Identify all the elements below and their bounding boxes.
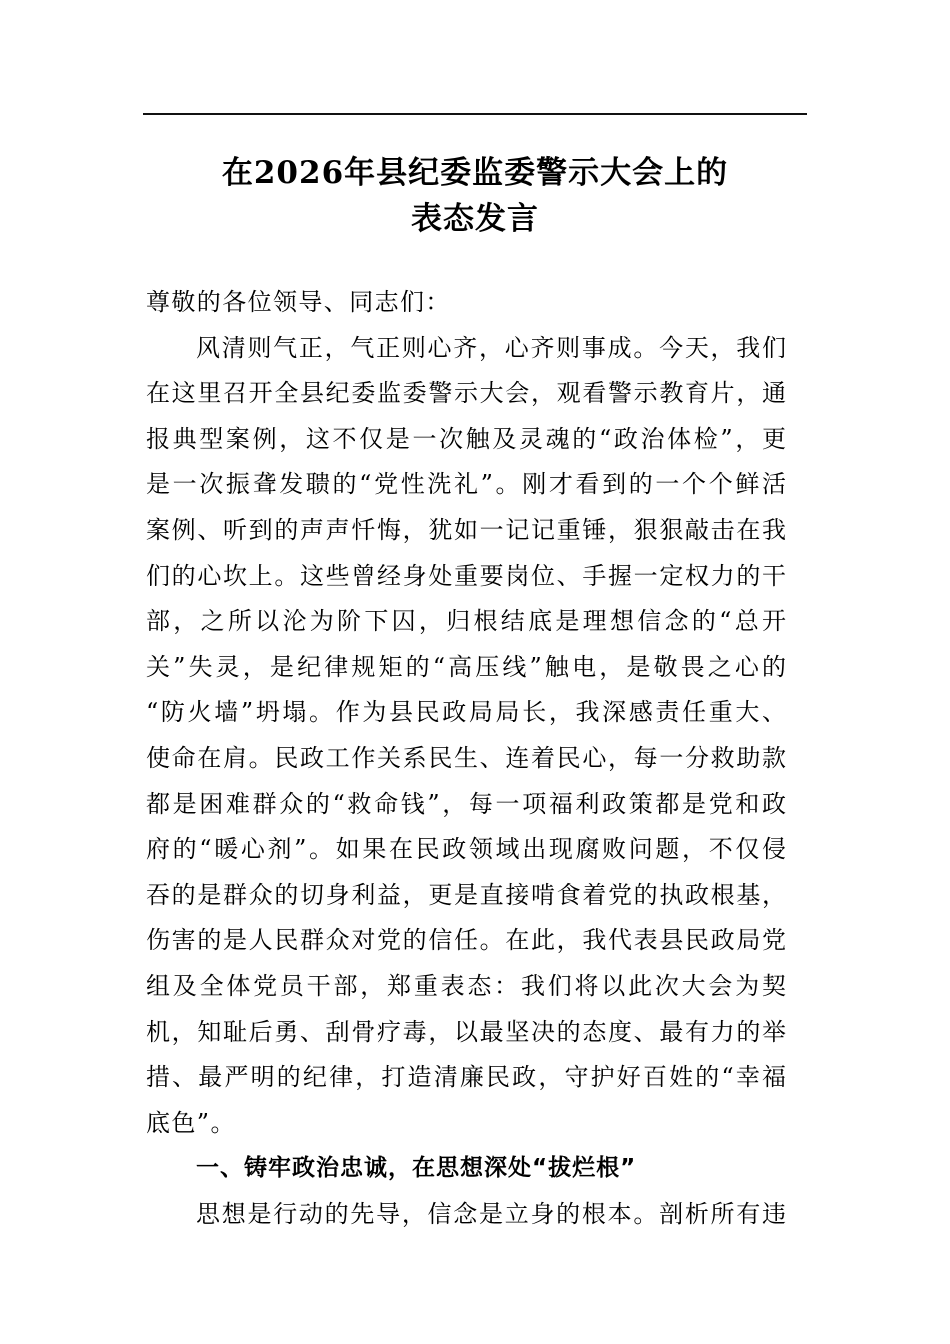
paragraph-1-line: “防火墙”坍塌。作为县民政局局长，我深感责任重大、 [146, 698, 786, 727]
paragraph-1-line: 措、最严明的纪律，打造清廉民政，守护好百姓的“幸福 [146, 1063, 786, 1092]
paragraph-1-line: 机，知耻后勇、刮骨疗毒，以最坚决的态度、最有力的举 [146, 1017, 786, 1046]
paragraph-1-line: 部，之所以沦为阶下囚，归根结底是理想信念的“总开 [146, 607, 786, 636]
paragraph-1-line: 报典型案例，这不仅是一次触及灵魂的“政治体检”，更 [146, 424, 786, 453]
header-rule [143, 113, 807, 115]
paragraph-1-line: 伤害的是人民群众对党的信任。在此，我代表县民政局党 [146, 926, 786, 955]
paragraph-1-line: 是一次振聋发聩的“党性洗礼”。刚才看到的一个个鲜活 [146, 470, 786, 499]
paragraph-1-line: 使命在肩。民政工作关系民生、连着民心，每一分救助款 [146, 743, 786, 772]
paragraph-1 [146, 326, 786, 1147]
paragraph-1-line: 府的“暖心剂”。如果在民政领域出现腐败问题，不仅侵 [146, 835, 786, 864]
section-1-heading: 一、铸牢政治忠诚，在思想深处“拔烂根” [196, 1155, 637, 1182]
paragraph-1-line: 风清则气正，气正则心齐，心齐则事成。今天，我们 [196, 333, 786, 362]
paragraph-1-line: 底色”。 [146, 1108, 236, 1137]
paragraph-1-line: 案例、听到的声声忏悔，犹如一记记重锤，狠狠敲击在我 [146, 515, 786, 544]
paragraph-1-line: 们的心坎上。这些曾经身处重要岗位、手握一定权力的干 [146, 561, 786, 590]
title-line-2: 表态发言 [411, 201, 539, 237]
paragraph-1-line: 在这里召开全县纪委监委警示大会，观看警示教育片，通 [146, 379, 786, 408]
paragraph-2-line: 思想是行动的先导，信念是立身的根本。剖析所有违 [196, 1199, 786, 1228]
paragraph-1-line: 吞的是群众的切身利益，更是直接啃食着党的执政根基， [146, 880, 786, 909]
paragraph-1-line: 关”失灵，是纪律规矩的“高压线”触电，是敬畏之心的 [146, 652, 786, 681]
title-line-1: 在2026年县纪委监委警示大会上的 [221, 155, 729, 191]
document-body [146, 280, 786, 1237]
salutation: 尊敬的各位领导、同志们： [146, 288, 451, 316]
paragraph-1-line: 都是困难群众的“救命钱”，每一项福利政策都是党和政 [146, 789, 786, 818]
paragraph-1-line: 组及全体党员干部，郑重表态：我们将以此次大会为契 [146, 971, 786, 1000]
document-title [143, 150, 807, 242]
